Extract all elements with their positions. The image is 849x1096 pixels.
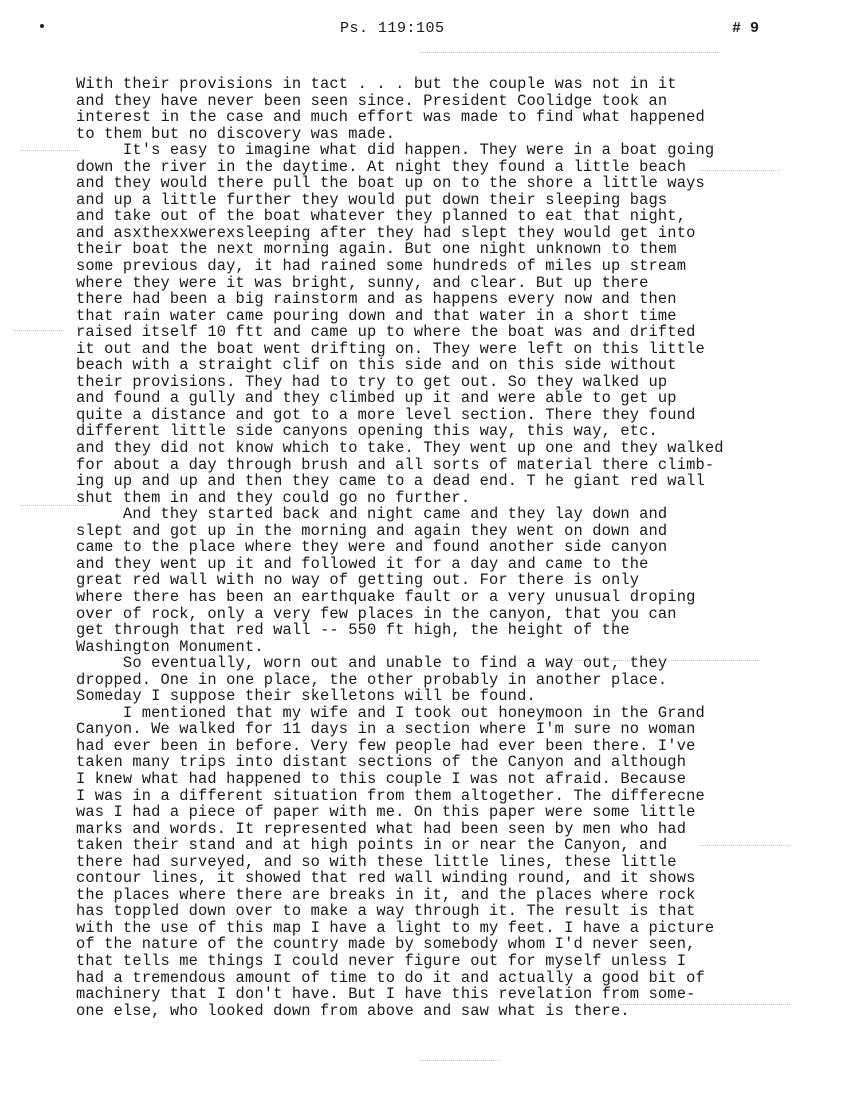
- body-line: one else, who looked down from above and saw what is there.: [76, 1001, 630, 1020]
- body-line: beach with a straight clif on this side and on this side without: [76, 356, 677, 375]
- page-number: # 9: [732, 20, 760, 37]
- body-line: to them but no discovery was made.: [76, 124, 396, 143]
- body-line: had a tremendous amount of time to do it and actually a good bit of: [76, 968, 705, 987]
- body-line: for about a day through brush and all sorts of material there climb-: [76, 455, 715, 474]
- body-line: ing up and up and then they came to a dead end. T he giant red wall: [76, 472, 705, 491]
- body-line: that tells me things I could never figure out for myself unless I: [76, 951, 687, 970]
- body-line: get through that red wall -- 550 ft high, the height of the: [76, 621, 630, 640]
- body-line: where they were it was bright, sunny, and clear. But up there: [76, 273, 649, 292]
- body-line: And they started back and night came and they lay down and: [76, 505, 668, 524]
- body-line: taken their stand and at high points in or near the Canyon, and: [76, 836, 668, 855]
- bleed-through-mark: [20, 150, 80, 151]
- body-line: contour lines, it showed that red wall winding round, and it shows: [76, 869, 696, 888]
- body-line: machinery that I don't have. But I have this revelation from some-: [76, 985, 696, 1004]
- body-line: that rain water came pouring down and that water in a short time: [76, 306, 677, 325]
- body-line: some previous day, it had rained some hundreds of miles up stream: [76, 257, 687, 276]
- body-line: was I had a piece of paper with me. On this paper were some little: [76, 803, 696, 822]
- body-line: there had surveyed, and so with these little lines, these little: [76, 852, 677, 871]
- body-line: and take out of the boat whatever they planned to eat that night,: [76, 207, 687, 226]
- body-line: Canyon. We walked for 11 days in a section where I'm sure no woman: [76, 720, 696, 739]
- body-line: So eventually, worn out and unable to find a way out, they: [76, 654, 668, 673]
- body-line: slept and got up in the morning and again they went on down and: [76, 521, 668, 540]
- body-line: and they went up it and followed it for a day and came to the: [76, 554, 649, 573]
- body-line: shut them in and they could go no further.: [76, 488, 471, 507]
- body-line: down the river in the daytime. At night they found a little beach: [76, 157, 687, 176]
- body-line: great red wall with no way of getting out. For there is only: [76, 571, 640, 590]
- body-line: With their provisions in tact . . . but the couple was not in it: [76, 75, 677, 93]
- body-line: and they have never been seen since. President Coolidge took an: [76, 91, 668, 110]
- body-line: there had been a big rainstorm and as happens every now and then: [76, 290, 677, 309]
- body-line: with the use of this map I have a light to my feet. I have a picture: [76, 918, 715, 937]
- body-line: marks and words. It represented what had been seen by men who had: [76, 819, 687, 838]
- corner-dot-mark: [40, 24, 44, 28]
- body-line: came to the place where they were and found another side canyon: [76, 538, 668, 557]
- body-line: their boat the next morning again. But one night unknown to them: [76, 240, 677, 259]
- body-line: It's easy to imagine what did happen. They were in a boat going: [76, 141, 715, 160]
- body-line: their provisions. They had to try to get out. So they walked up: [76, 372, 668, 391]
- body-line: and found a gully and they climbed up it and were able to get up: [76, 389, 677, 408]
- body-line: I was in a different situation from them altogether. The differecne: [76, 786, 705, 805]
- body-line: quite a distance and got to a more level section. There they found: [76, 405, 696, 424]
- bleed-through-mark: [14, 330, 64, 331]
- body-line: had ever been in before. Very few people had ever been there. I've: [76, 736, 696, 755]
- body-line: dropped. One in one place, the other probably in another place.: [76, 670, 668, 689]
- body-line: and they did not know which to take. They went up one and they walked: [76, 439, 724, 458]
- bleed-through-mark: [420, 1060, 500, 1061]
- body-line: different little side canyons opening this way, this way, etc.: [76, 422, 658, 441]
- body-line: I mentioned that my wife and I took out honeymoon in the Grand: [76, 703, 705, 722]
- body-line: taken many trips into distant sections of the Canyon and although: [76, 753, 687, 772]
- body-line: it out and the boat went drifting on. They were left on this little: [76, 339, 705, 358]
- body-line: and up a little further they would put down their sleeping bags: [76, 190, 668, 209]
- body-line: over of rock, only a very few places in the canyon, that you can: [76, 604, 677, 623]
- body-line: of the nature of the country made by somebody whom I'd never seen,: [76, 935, 696, 954]
- body-line: Someday I suppose their skelletons will be found.: [76, 687, 536, 706]
- body-line: I knew what had happened to this couple I was not afraid. Because: [76, 769, 687, 788]
- body-line: and they would there pull the boat up on to the shore a little ways: [76, 174, 705, 193]
- body-line: interest in the case and much effort was made to find what happened: [76, 108, 705, 127]
- body-line: and asxthexxwerexsleeping after they had slept they would get into: [76, 223, 696, 242]
- body-text: [76, 76, 796, 1019]
- scripture-reference: Ps. 119:105: [340, 20, 445, 37]
- bleed-through-mark: [420, 52, 720, 53]
- body-line: has toppled down over to make a way through it. The result is that: [76, 902, 696, 921]
- body-line: Washington Monument.: [76, 637, 264, 656]
- body-line: where there has been an earthquake fault or a very unusual droping: [76, 587, 696, 606]
- body-line: the places where there are breaks in it, and the places where rock: [76, 885, 696, 904]
- body-line: raised itself 10 ftt and came up to where the boat was and drifted: [76, 323, 696, 342]
